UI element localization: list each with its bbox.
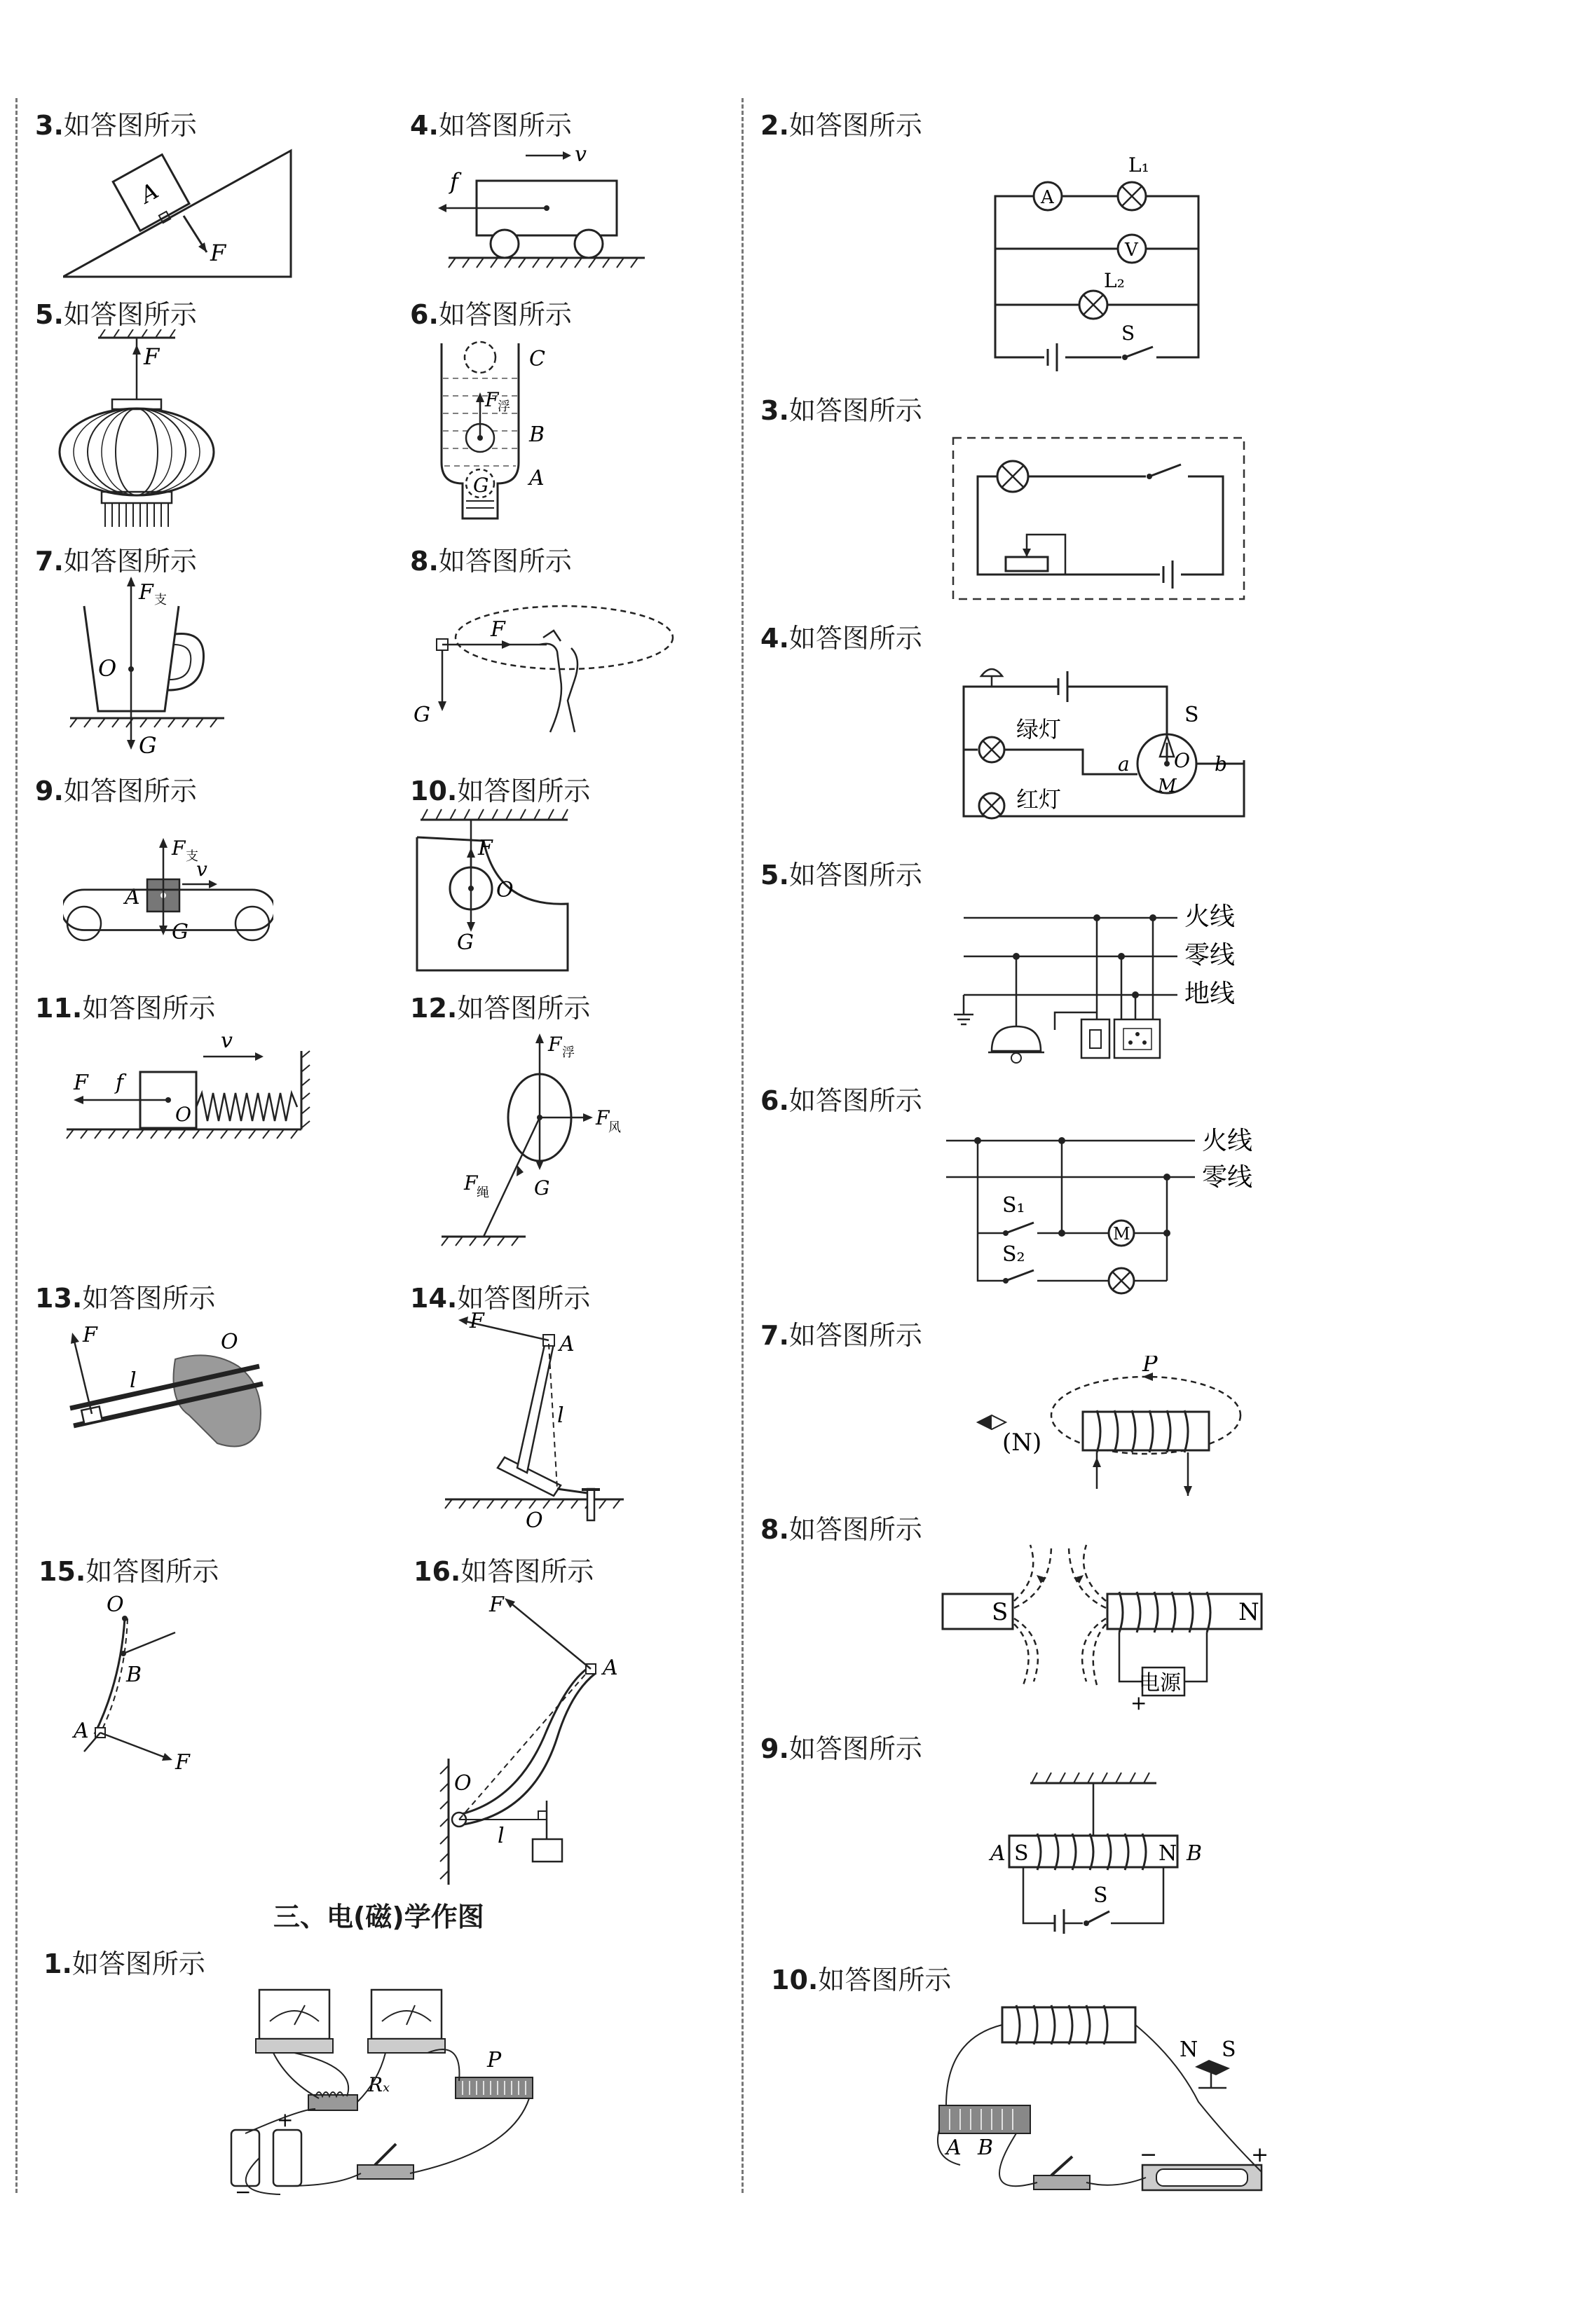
figure-household-wiring-e6 [943, 1121, 1265, 1303]
svg-text:l: l [498, 1824, 505, 1848]
svg-text:O: O [454, 1771, 472, 1796]
svg-text:v: v [575, 142, 587, 167]
svg-text:N: N [1238, 1598, 1259, 1626]
svg-text:V: V [1125, 240, 1138, 261]
svg-text:b: b [1215, 752, 1227, 776]
figure-circular-motion [406, 582, 680, 743]
svg-text:L₁: L₁ [1128, 153, 1149, 177]
answer-item-m6: 6.如答图所示 [410, 299, 572, 330]
svg-text:支: 支 [186, 849, 198, 864]
svg-text:支: 支 [154, 593, 167, 607]
svg-text:零线: 零线 [1184, 941, 1236, 970]
svg-text:红灯: 红灯 [1016, 786, 1062, 813]
answer-item-e7: 7.如答图所示 [760, 1320, 922, 1351]
figure-magnet-solenoid-e8 [936, 1541, 1272, 1724]
svg-text:G: G [457, 930, 474, 955]
answer-item-m4: 4.如答图所示 [410, 110, 572, 141]
answer-item-m11: 11.如答图所示 [35, 993, 216, 1024]
svg-text:+: + [1130, 1691, 1147, 1714]
svg-text:B: B [126, 1663, 142, 1687]
answer-item-e4: 4.如答图所示 [760, 623, 922, 654]
svg-text:A: A [135, 177, 163, 209]
answer-item-e3: 3.如答图所示 [760, 395, 922, 426]
answer-item-e5: 5.如答图所示 [760, 860, 922, 891]
svg-text:F: F [596, 1106, 610, 1129]
figure-solenoid-e7 [964, 1356, 1258, 1503]
svg-text:N: N [1159, 1841, 1177, 1866]
svg-text:f: f [116, 1071, 124, 1095]
answer-item-m5: 5.如答图所示 [35, 299, 197, 330]
svg-text:O: O [1174, 749, 1190, 772]
svg-text:v: v [221, 1029, 233, 1053]
svg-text:v: v [196, 858, 207, 881]
svg-text:F: F [489, 1593, 504, 1617]
figure-crowbar-lever [442, 1310, 631, 1534]
svg-text:A: A [125, 885, 140, 909]
svg-text:F: F [485, 388, 499, 411]
column-divider [741, 98, 744, 2193]
svg-text:N: N [1180, 2037, 1198, 2062]
answer-item-e6: 6.如答图所示 [760, 1085, 922, 1116]
svg-text:S: S [1222, 2037, 1236, 2062]
svg-text:S₂: S₂ [1002, 1242, 1025, 1267]
figure-circuit-instruments [217, 1976, 568, 2200]
svg-text:l: l [130, 1368, 137, 1393]
svg-text:火线: 火线 [1184, 902, 1236, 931]
svg-text:A: A [990, 1841, 1006, 1866]
figure-lantern [56, 329, 231, 532]
figure-wall-arm-lever [428, 1590, 638, 1892]
answer-item-m12: 12.如答图所示 [410, 993, 591, 1024]
svg-text:O: O [221, 1330, 238, 1354]
svg-text:F: F [175, 1750, 190, 1775]
svg-text:绳: 绳 [477, 1185, 489, 1200]
figure-ball-on-curved-surface [413, 806, 582, 974]
svg-text:f: f [450, 168, 458, 195]
answer-item-m14: 14.如答图所示 [410, 1283, 591, 1314]
figure-balloon-forces [428, 1023, 652, 1261]
voltmeter-device [368, 1990, 445, 2053]
svg-text:A: A [946, 2136, 962, 2160]
svg-text:S: S [1014, 1841, 1029, 1866]
answer-item-m10: 10.如答图所示 [410, 776, 591, 806]
svg-text:O: O [175, 1103, 191, 1126]
svg-text:火线: 火线 [1202, 1127, 1253, 1155]
figure-curved-lever [63, 1590, 210, 1780]
svg-text:风: 风 [608, 1120, 621, 1135]
svg-text:L₂: L₂ [1104, 269, 1125, 292]
svg-text:G: G [139, 732, 157, 757]
svg-text:F: F [210, 240, 226, 266]
svg-text:+: + [1251, 2143, 1269, 2167]
svg-text:−: − [235, 2180, 252, 2200]
figure-cart-friction [435, 140, 659, 273]
item-text: 如答图所示 [63, 110, 197, 141]
svg-text:O: O [98, 655, 117, 682]
svg-text:S: S [992, 1598, 1009, 1626]
svg-text:O: O [526, 1508, 543, 1533]
section-heading-electromagnetism: 三、电(磁)学作图 [273, 1902, 484, 1932]
svg-text:B: B [1187, 1841, 1203, 1866]
figure-circuit-e3 [950, 431, 1251, 606]
svg-text:B: B [978, 2136, 994, 2160]
svg-text:(N): (N) [1002, 1429, 1042, 1457]
svg-text:M: M [1113, 1224, 1130, 1244]
svg-text:F: F [548, 1033, 562, 1056]
svg-text:A: A [559, 1332, 575, 1356]
svg-text:S: S [1184, 703, 1199, 727]
svg-text:G: G [534, 1176, 550, 1199]
svg-text:F: F [478, 836, 493, 860]
answer-item-m13: 13.如答图所示 [35, 1283, 216, 1314]
answer-item-e9: 9.如答图所示 [760, 1733, 922, 1764]
svg-text:F: F [172, 837, 186, 860]
svg-text:O: O [496, 878, 514, 902]
svg-text:F: F [491, 617, 505, 642]
answer-item-e1: 1.如答图所示 [43, 1948, 205, 1979]
figure-household-wiring-e5 [950, 890, 1272, 1072]
svg-text:F: F [144, 343, 160, 370]
figure-solenoid-circuit-e10 [932, 1997, 1297, 2200]
figure-incline-block [63, 140, 301, 287]
figure-bottle-buoyancy [435, 336, 575, 525]
figure-circuit-e2 [981, 147, 1219, 371]
svg-text:M: M [1158, 776, 1177, 797]
figure-hanging-solenoid-e9 [985, 1766, 1251, 1934]
svg-text:l: l [557, 1403, 564, 1428]
svg-text:S: S [1121, 322, 1135, 345]
svg-text:F: F [83, 1323, 97, 1347]
answer-item-e2: 2.如答图所示 [760, 110, 922, 141]
svg-text:B: B [529, 422, 545, 447]
answer-item-m15: 15.如答图所示 [39, 1556, 219, 1587]
svg-text:浮: 浮 [562, 1045, 575, 1060]
svg-text:+: + [277, 2108, 294, 2131]
svg-text:P: P [1142, 1356, 1158, 1377]
svg-text:−: − [1140, 2143, 1158, 2167]
answer-item-e10: 10.如答图所示 [771, 1965, 952, 1995]
answer-item-m3 [35, 104, 197, 142]
svg-text:A: A [1041, 187, 1054, 208]
figure-chopsticks-lever [63, 1310, 280, 1464]
svg-text:G: G [172, 920, 189, 944]
figure-cup [63, 575, 259, 757]
svg-text:地线: 地线 [1184, 979, 1236, 1008]
ammeter-device [256, 1990, 333, 2053]
svg-text:F: F [470, 1310, 484, 1333]
svg-text:P: P [487, 2048, 502, 2072]
figure-conveyor-belt [63, 834, 273, 953]
svg-text:A: A [529, 466, 545, 490]
svg-text:S: S [1093, 1883, 1108, 1908]
answer-item-m8: 8.如答图所示 [410, 546, 572, 577]
svg-text:a: a [1118, 752, 1130, 776]
svg-text:Rₓ: Rₓ [368, 2073, 390, 2096]
answer-item-m9: 9.如答图所示 [35, 776, 197, 806]
svg-text:G: G [413, 703, 430, 727]
svg-text:F: F [464, 1171, 478, 1195]
answer-item-m7: 7.如答图所示 [35, 546, 197, 577]
svg-text:A: A [603, 1656, 618, 1680]
svg-text:G: G [473, 474, 489, 497]
svg-text:A: A [74, 1719, 89, 1743]
svg-text:S₁: S₁ [1002, 1193, 1025, 1218]
svg-text:C: C [529, 347, 545, 371]
svg-text:绿灯: 绿灯 [1016, 716, 1062, 743]
figure-spring-block [63, 1023, 329, 1149]
svg-text:F: F [139, 580, 153, 605]
svg-text:零线: 零线 [1202, 1163, 1253, 1192]
answer-item-m16: 16.如答图所示 [413, 1556, 594, 1587]
item-number: 3. [35, 110, 64, 141]
figure-circuit-traffic-lights [950, 659, 1258, 834]
svg-text:O: O [107, 1593, 124, 1617]
answer-item-e8: 8.如答图所示 [760, 1514, 922, 1545]
left-margin-divider [15, 98, 18, 2193]
svg-text:电源: 电源 [1139, 1671, 1181, 1696]
svg-text:浮: 浮 [498, 399, 510, 414]
svg-text:F: F [74, 1071, 88, 1095]
